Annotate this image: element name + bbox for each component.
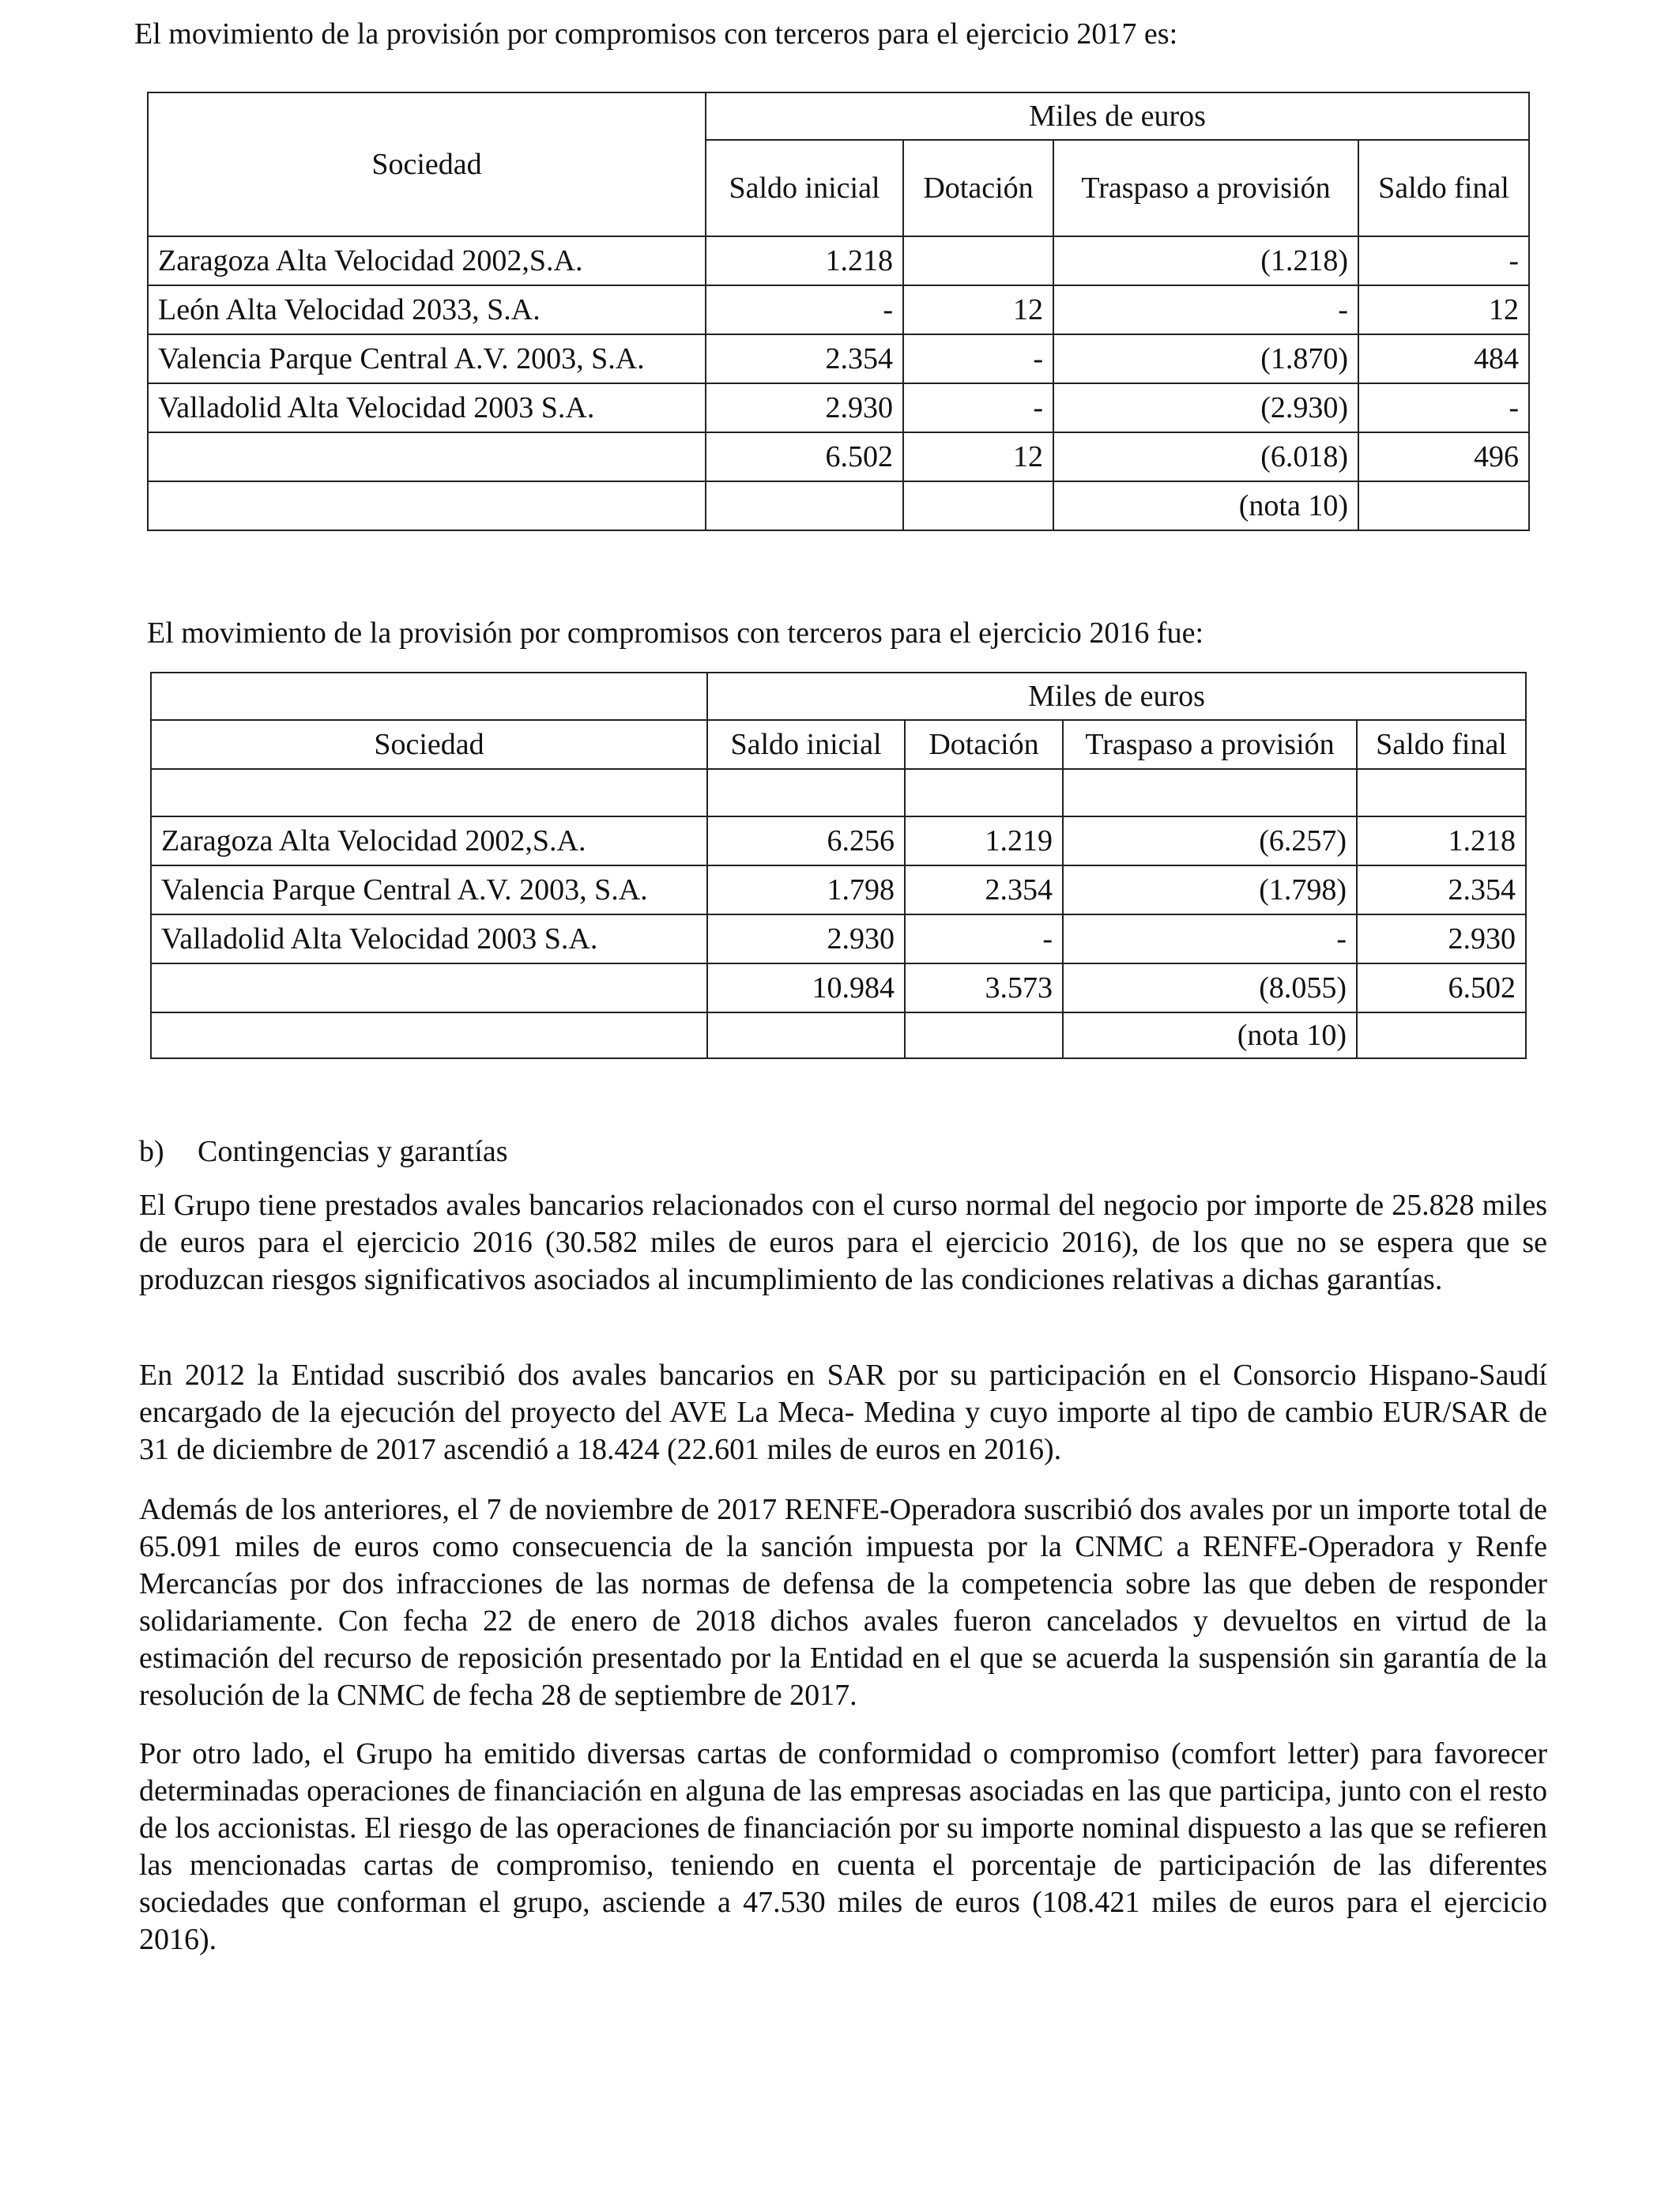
cell-saldo-final: 12: [1358, 285, 1529, 334]
table-row: [151, 914, 1526, 963]
cell-empty: [1358, 481, 1529, 530]
cell-empty: [905, 1012, 1063, 1058]
header-sociedad: Sociedad: [151, 720, 707, 769]
table-row: [151, 865, 1526, 914]
table-2017-heading: El movimiento de la provisión por compromisos con terceros para el ejercicio 2017 es:: [134, 17, 1178, 51]
cell-dotacion: [903, 236, 1053, 285]
cell-sociedad: Valencia Parque Central A.V. 2003, S.A.: [151, 865, 707, 914]
total-saldo-final: 496: [1358, 432, 1529, 481]
cell-empty: [1063, 769, 1357, 816]
cell-empty: [151, 769, 707, 816]
note-reference: (nota 10): [1053, 481, 1358, 530]
cell-empty: [151, 673, 707, 720]
cell-sociedad: Valencia Parque Central A.V. 2003, S.A.: [148, 334, 706, 383]
table-row: [148, 285, 1529, 334]
note-row: [148, 481, 1529, 530]
table-row: [148, 334, 1529, 383]
header-saldo-final: Saldo final: [1358, 140, 1529, 236]
header-sociedad: Sociedad: [148, 92, 706, 236]
cell-saldo-final: 484: [1358, 334, 1529, 383]
cell-traspaso: (6.257): [1063, 816, 1357, 865]
cell-empty: [903, 481, 1053, 530]
cell-dotacion: 1.219: [905, 816, 1063, 865]
header-saldo-final: Saldo final: [1357, 720, 1526, 769]
table-row: [148, 383, 1529, 432]
table-2017: [147, 92, 1530, 531]
cell-dotacion: 2.354: [905, 865, 1063, 914]
cell-sociedad: León Alta Velocidad 2033, S.A.: [148, 285, 706, 334]
header-saldo-inicial: Saldo inicial: [707, 720, 905, 769]
cell-saldo-inicial: 2.930: [706, 383, 903, 432]
cell-saldo-inicial: -: [706, 285, 903, 334]
paragraph-sar: En 2012 la Entidad suscribió dos avales bancarios en SAR por su participación en el Consorcio Hispano-Saudí encargado de la ejecución del proyecto del AVE La Meca- Medina y cuyo importe al tipo de cambio EUR/SAR de 31 de diciembre de 2017 ascendió a 18.424 (22.601 miles de euros en 2016).: [139, 1359, 1547, 1466]
cell-dotacion: -: [905, 914, 1063, 963]
cell-empty: [148, 481, 706, 530]
cell-traspaso: (1.870): [1053, 334, 1358, 383]
cell-empty: [706, 481, 903, 530]
header-dotacion: Dotación: [905, 720, 1063, 769]
total-row: [148, 432, 1529, 481]
table-2016-heading: El movimiento de la provisión por compromisos con terceros para el ejercicio 2016 fue:: [147, 616, 1203, 650]
header-traspaso: Traspaso a provisión: [1063, 720, 1357, 769]
header-miles-de-euros: Miles de euros: [706, 92, 1529, 140]
cell-dotacion: -: [903, 334, 1053, 383]
cell-saldo-inicial: 1.798: [707, 865, 905, 914]
total-saldo-inicial: 10.984: [707, 963, 905, 1012]
header-traspaso: Traspaso a provisión: [1053, 140, 1358, 236]
cell-empty: [151, 963, 707, 1012]
cell-saldo-final: -: [1358, 236, 1529, 285]
cell-empty: [707, 769, 905, 816]
header-dotacion: Dotación: [903, 140, 1053, 236]
cell-dotacion: -: [903, 383, 1053, 432]
cell-traspaso: (1.798): [1063, 865, 1357, 914]
total-traspaso: (8.055): [1063, 963, 1357, 1012]
total-saldo-final: 6.502: [1357, 963, 1526, 1012]
cell-saldo-final: -: [1358, 383, 1529, 432]
cell-saldo-final: 2.930: [1357, 914, 1526, 963]
table-row: [148, 236, 1529, 285]
table-2016: [150, 672, 1527, 1059]
cell-empty: [707, 1012, 905, 1058]
note-reference: (nota 10): [1063, 1012, 1357, 1058]
paragraph-cnmc: Además de los anteriores, el 7 de noviembre de 2017 RENFE-Operadora suscribió dos avales por un importe total de 65.091 miles de euros como consecuencia de la sanción impuesta por la CNMC a RENFE-Operadora y Renfe Mercancías por dos infracciones de las normas de defensa de la competencia sobre las que deben de responder solidariamente. Con fecha 22 de enero de 2018 dichos avales fueron cancelados y devueltos en virtud de la estimación del recurso de reposición presentado por la Entidad en el que se acuerda la suspensión sin garantía de la resolución de la CNMC de fecha 28 de septiembre de 2017.: [139, 1493, 1547, 1712]
table-row: [151, 816, 1526, 865]
total-row: [151, 963, 1526, 1012]
note-row: [151, 1012, 1526, 1058]
cell-empty: [1357, 1012, 1526, 1058]
cell-sociedad: Valladolid Alta Velocidad 2003 S.A.: [148, 383, 706, 432]
total-dotacion: 3.573: [905, 963, 1063, 1012]
cell-saldo-inicial: 2.354: [706, 334, 903, 383]
cell-empty: [148, 432, 706, 481]
section-b-title-text: Contingencias y garantías: [198, 1135, 508, 1168]
cell-empty: [1357, 769, 1526, 816]
cell-empty: [151, 1012, 707, 1058]
cell-saldo-final: 2.354: [1357, 865, 1526, 914]
section-b-letter: b): [139, 1135, 164, 1168]
paragraph-avales: El Grupo tiene prestados avales bancarios relacionados con el curso normal del negocio por importe de 25.828 miles de euros para el ejercicio 2016 (30.582 miles de euros para el ejercicio 2016), de los que no se espera que se produzcan riesgos significativos asociados al incumplimiento de las condiciones relativas a dichas garantías.: [139, 1189, 1547, 1296]
cell-saldo-final: 1.218: [1357, 816, 1526, 865]
spacer-row: [151, 769, 1526, 816]
cell-sociedad: Zaragoza Alta Velocidad 2002,S.A.: [151, 816, 707, 865]
total-traspaso: (6.018): [1053, 432, 1358, 481]
total-dotacion: 12: [903, 432, 1053, 481]
cell-traspaso: -: [1053, 285, 1358, 334]
total-saldo-inicial: 6.502: [706, 432, 903, 481]
cell-traspaso: (1.218): [1053, 236, 1358, 285]
section-b-title: [139, 1133, 508, 1170]
cell-empty: [905, 769, 1063, 816]
cell-saldo-inicial: 1.218: [706, 236, 903, 285]
cell-sociedad: Zaragoza Alta Velocidad 2002,S.A.: [148, 236, 706, 285]
cell-saldo-inicial: 6.256: [707, 816, 905, 865]
cell-dotacion: 12: [903, 285, 1053, 334]
header-miles-de-euros: Miles de euros: [707, 673, 1526, 720]
header-saldo-inicial: Saldo inicial: [706, 140, 903, 236]
paragraph-comfort-letter: Por otro lado, el Grupo ha emitido diversas cartas de conformidad o compromiso (comfort letter) para favorecer determinadas operaciones de financiación en alguna de las empresas asociadas en las que participa, junto con el resto de los accionistas. El riesgo de las operaciones de financiación por su importe nominal dispuesto a las que se refieren las mencionadas cartas de compromiso, teniendo en cuenta el porcentaje de participación de las diferentes sociedades que conforman el grupo, asciende a 47.530 miles de euros (108.421 miles de euros para el ejercicio 2016).: [139, 1737, 1547, 1956]
cell-sociedad: Valladolid Alta Velocidad 2003 S.A.: [151, 914, 707, 963]
cell-traspaso: (2.930): [1053, 383, 1358, 432]
cell-saldo-inicial: 2.930: [707, 914, 905, 963]
cell-traspaso: -: [1063, 914, 1357, 963]
